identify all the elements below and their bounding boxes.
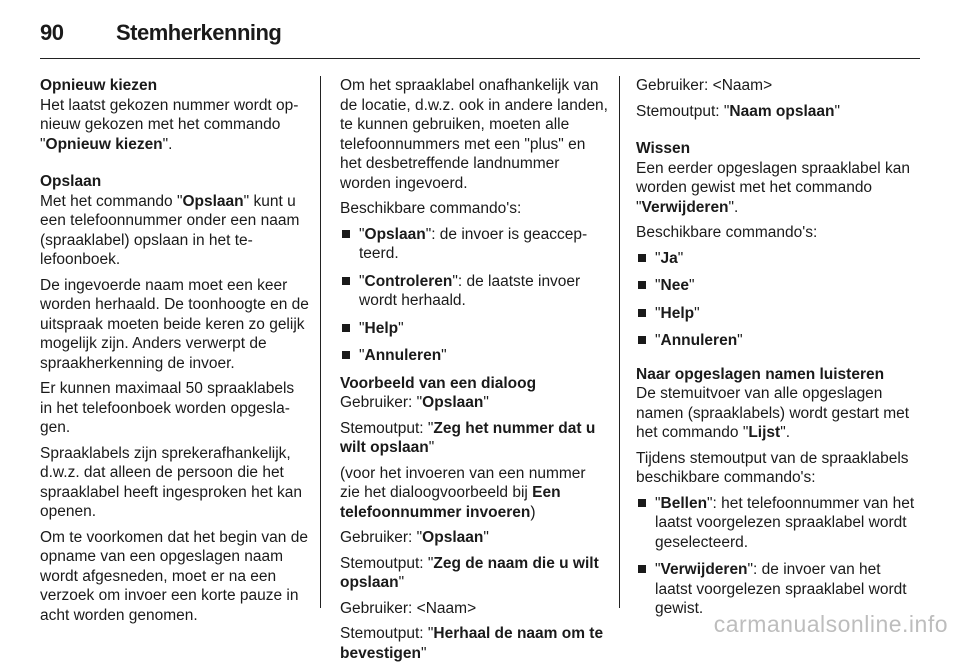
- text: ": [688, 277, 695, 294]
- paragraph: Om het spraaklabel onafhankelijk van de locatie, d.w.z. ook in andere landen, te kunnen gebruiken, moeten alle telefoonnummers met een "plus" en het desbetreffende landnummer worden ingevoerd.: [340, 77, 608, 192]
- text: Het laatst gekozen nummer wordt opnieuw gekozen met het commando ": [40, 96, 299, 153]
- list-item: "Annuleren": [340, 346, 608, 366]
- watermark: carmanualsonline.info: [713, 611, 948, 637]
- list-item: "Ja": [636, 249, 920, 269]
- section-heading-wissen: Wissen: [636, 140, 691, 157]
- text: ": de invoer van het laatst voorgelezen spraaklabel wordt gewist.: [655, 561, 907, 617]
- dialog-line: Gebruiker: <Naam>: [636, 77, 773, 94]
- command-text: Lijst: [748, 424, 781, 441]
- command-text: Help: [364, 319, 399, 337]
- section-heading-opslaan: Opslaan: [40, 173, 102, 190]
- list-item: "Help": [636, 304, 920, 324]
- bullet-icon: [638, 565, 646, 573]
- column-divider: [320, 76, 321, 608]
- bullet-icon: [342, 230, 350, 238]
- dialog-line: [340, 464, 608, 523]
- command-text: Annuleren: [364, 347, 442, 364]
- command-text: Annuleren: [660, 332, 738, 349]
- bullet-icon: [638, 309, 646, 317]
- command-text: Een telefoonnummer invoeren: [340, 484, 561, 521]
- text: ".: [728, 198, 739, 216]
- list-item: "Bellen": het telefoonnummer van het laatst voorgelezen spraaklabel wordt geselecteerd.: [636, 494, 920, 553]
- dialog-line: Stemoutput: "Naam opslaan": [636, 102, 841, 120]
- text: Stemoutput: ": [340, 554, 434, 572]
- list-item: "Opslaan": de invoer is geaccepteerd.: [340, 225, 608, 264]
- text: ".: [162, 135, 173, 153]
- column-middle: [340, 76, 608, 669]
- text: Stemoutput: ": [340, 625, 434, 642]
- command-text: Opslaan: [182, 192, 244, 210]
- command-text: Opnieuw kiezen: [45, 135, 163, 153]
- text: De stemuitvoer van alle opgeslagen namen (spraaklabels) wordt gestart met het commando ": [636, 385, 910, 441]
- text: Stemoutput: ": [636, 102, 730, 120]
- text: ): [530, 503, 536, 521]
- dialog-line: Stemoutput: "Herhaal de naam om te bevestigen": [340, 625, 604, 662]
- text: ": [694, 304, 700, 322]
- command-text: Ja: [660, 249, 678, 267]
- text: Gebruiker: ": [340, 394, 423, 411]
- paragraph: Spraaklabels zijn sprekerafhankelijk, d.w.z. dat alleen de persoon die het spraaklabel heeft ingesproken het kan openen.: [40, 444, 302, 520]
- command-text: Bellen: [660, 494, 708, 512]
- commands-label: Beschikbare commando's:: [636, 224, 818, 241]
- paragraph: De ingevoerde naam moet een keer worden herhaald. De toonhoogte en de uitspraak moeten beide keren zo gelijk mogelijk zijn. Anders verwerpt de spraakherkenning de invoer.: [40, 276, 309, 372]
- text: Een eerder opgeslagen spraaklabel kan worden gewist met het commando ": [636, 159, 911, 216]
- list-item: "Controleren": de laatste invoer wordt herhaald.: [340, 272, 608, 311]
- text: ": de laatste invoer wordt herhaald.: [359, 272, 581, 309]
- text: ": de invoer is geaccepteerd.: [359, 225, 588, 262]
- command-text: Controleren: [364, 272, 453, 290]
- text: Gebruiker: ": [340, 529, 423, 546]
- section-heading-voorbeeld: Voorbeeld van een dialoog: [340, 374, 537, 392]
- text: (voor het invoeren van een nummer zie het dialoogvoorbeeld bij: [340, 464, 586, 501]
- paragraph: [636, 384, 920, 443]
- page-title: Stemherkenning: [116, 20, 282, 45]
- list-item: "Verwijderen": de invoer van het laatst voorgelezen spraaklabel wordt gewist.: [636, 560, 920, 619]
- command-list: [636, 494, 920, 619]
- paragraph: Om te voorkomen dat het begin van de opname van een opgeslagen naam wordt afgesneden, moet er na een verzoek om invoer een korte pauze in acht worden genomen.: [40, 528, 308, 624]
- bullet-icon: [342, 277, 350, 285]
- text: Met het commando ": [40, 192, 183, 210]
- list-item: "Help": [340, 319, 608, 339]
- bullet-icon: [638, 499, 646, 507]
- command-list: [340, 225, 608, 366]
- column-right: [636, 76, 920, 627]
- commands-label: Beschikbare commando's:: [340, 200, 522, 217]
- command-text: Naam opslaan: [729, 102, 835, 120]
- commands-label: Tijdens stemoutput van de spraaklabels beschikbare commando's:: [636, 449, 909, 486]
- command-text: Herhaal de naam om te bevestigen: [340, 625, 604, 662]
- paragraph: [40, 192, 310, 270]
- bullet-icon: [342, 351, 350, 359]
- text: ": [677, 249, 684, 267]
- bullet-icon: [638, 254, 646, 262]
- dialog-line: Stemoutput: "Zeg de naam die u wilt opslaan": [340, 554, 599, 591]
- page-header: [40, 14, 920, 54]
- text: ": [737, 332, 743, 349]
- command-text: Nee: [660, 277, 689, 294]
- command-text: Help: [660, 304, 695, 322]
- text: ": [441, 347, 447, 364]
- text: ": [398, 319, 404, 337]
- command-text: Zeg het nummer dat u wilt opslaan: [340, 419, 596, 456]
- list-item: "Nee": [636, 276, 920, 296]
- paragraph: [40, 96, 310, 155]
- text: " kunt u een telefoonnummer onder een naam (spraaklabel) opslaan in het telefoonboek.: [40, 192, 300, 268]
- command-text: Opslaan: [422, 529, 484, 546]
- command-text: Opslaan: [422, 394, 484, 411]
- bullet-icon: [638, 281, 646, 289]
- list-item: "Annuleren": [636, 331, 920, 351]
- text: Stemoutput: ": [340, 419, 434, 437]
- bullet-icon: [638, 336, 646, 344]
- command-text: Opslaan: [364, 225, 426, 243]
- dialog-line: Stemoutput: "Zeg het nummer dat u wilt opslaan": [340, 419, 596, 456]
- section-heading-luisteren: Naar opgeslagen namen luisteren: [636, 365, 885, 383]
- bullet-icon: [342, 324, 350, 332]
- header-rule: [40, 58, 920, 59]
- command-text: Verwijderen: [641, 198, 729, 216]
- dialog-line: Gebruiker: <Naam>: [340, 599, 477, 617]
- column-divider: [619, 76, 620, 608]
- column-left: [40, 76, 310, 631]
- section-heading-opnieuw-kiezen: Opnieuw kiezen: [40, 77, 158, 94]
- text: ".: [780, 424, 791, 441]
- paragraph: Er kunnen maximaal 50 spraaklabels in het telefoonboek worden opgeslagen.: [40, 380, 295, 436]
- command-list: [636, 249, 920, 351]
- dialog-line: Gebruiker: "Opslaan": [340, 529, 489, 546]
- paragraph: [636, 159, 920, 218]
- command-text: Verwijderen: [660, 561, 748, 578]
- text: ": het telefoonnummer van het laatst voorgelezen spraaklabel wordt geselecteerd.: [655, 494, 915, 551]
- command-text: Zeg de naam die u wilt opslaan: [340, 554, 599, 591]
- page-number: 90: [40, 20, 64, 45]
- dialog-line: Gebruiker: "Opslaan": [340, 394, 489, 411]
